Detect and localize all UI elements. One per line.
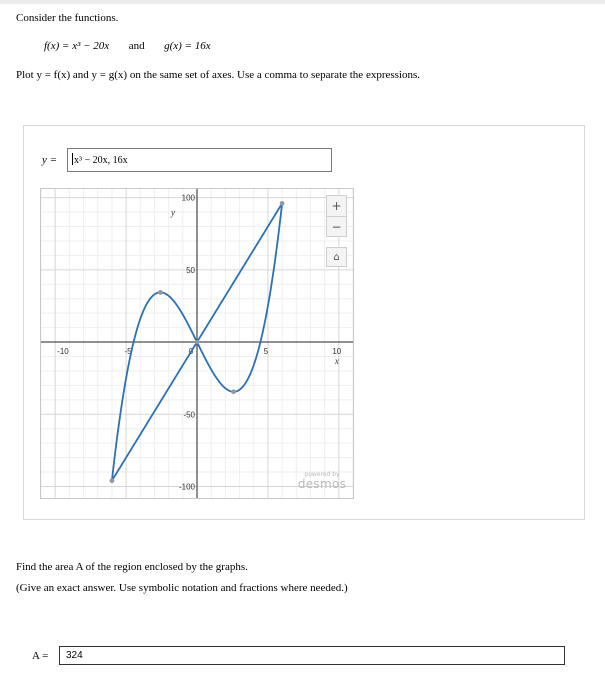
answer-value: 324 — [66, 650, 83, 661]
x-tick-label: 5 — [263, 347, 269, 357]
x-axis-label: x — [334, 356, 339, 367]
desmos-watermark — [296, 471, 348, 491]
plot-point — [231, 389, 236, 394]
function-definitions — [44, 40, 211, 52]
and-word: and — [128, 40, 145, 52]
plot-instruction: Plot y = f(x) and y = g(x) on the same set of axes. Use a comma to separate the expressions. — [16, 69, 421, 81]
desmos-logo-text: desmos — [297, 477, 347, 491]
y-tick-label: 50 — [186, 265, 195, 275]
y-tick-label: 100 — [181, 193, 195, 203]
zoom-out-button[interactable]: − — [326, 216, 347, 237]
plot-point — [158, 290, 163, 295]
g-definition: g(x) = 16x — [164, 40, 211, 52]
area-hint: (Give an exact answer. Use symbolic notation and fractions where needed.) — [16, 582, 348, 594]
x-tick-label: 0 — [188, 347, 194, 357]
desmos-powered-text: powered by — [304, 471, 340, 478]
zoom-in-button[interactable]: + — [326, 195, 347, 216]
plot-point — [110, 478, 115, 483]
expression-text — [72, 153, 128, 166]
question-intro: Consider the functions. — [16, 12, 119, 24]
answer-input[interactable] — [59, 646, 565, 665]
expression-y-label: y = — [42, 154, 58, 166]
home-icon[interactable]: ⌂ — [326, 247, 347, 267]
x-tick-label: 10 — [332, 347, 342, 357]
y-tick-label: -50 — [183, 410, 195, 420]
answer-label: A = — [32, 650, 49, 662]
text-cursor — [72, 153, 73, 165]
y-axis-label: y — [171, 207, 175, 218]
expression-value: x³ − 20x, 16x — [74, 155, 128, 166]
expression-input[interactable] — [67, 148, 332, 172]
plot-point — [195, 340, 200, 345]
y-tick-label: -100 — [178, 482, 195, 492]
plot-point — [280, 201, 285, 206]
x-tick-label: -10 — [57, 347, 69, 357]
graph-paper[interactable] — [40, 188, 354, 499]
x-tick-label: -5 — [124, 347, 132, 357]
f-definition: f(x) = x³ − 20x — [44, 40, 110, 52]
top-bar — [0, 0, 605, 4]
area-question: Find the area A of the region enclosed by the graphs. — [16, 561, 248, 573]
plot-svg — [41, 189, 353, 498]
